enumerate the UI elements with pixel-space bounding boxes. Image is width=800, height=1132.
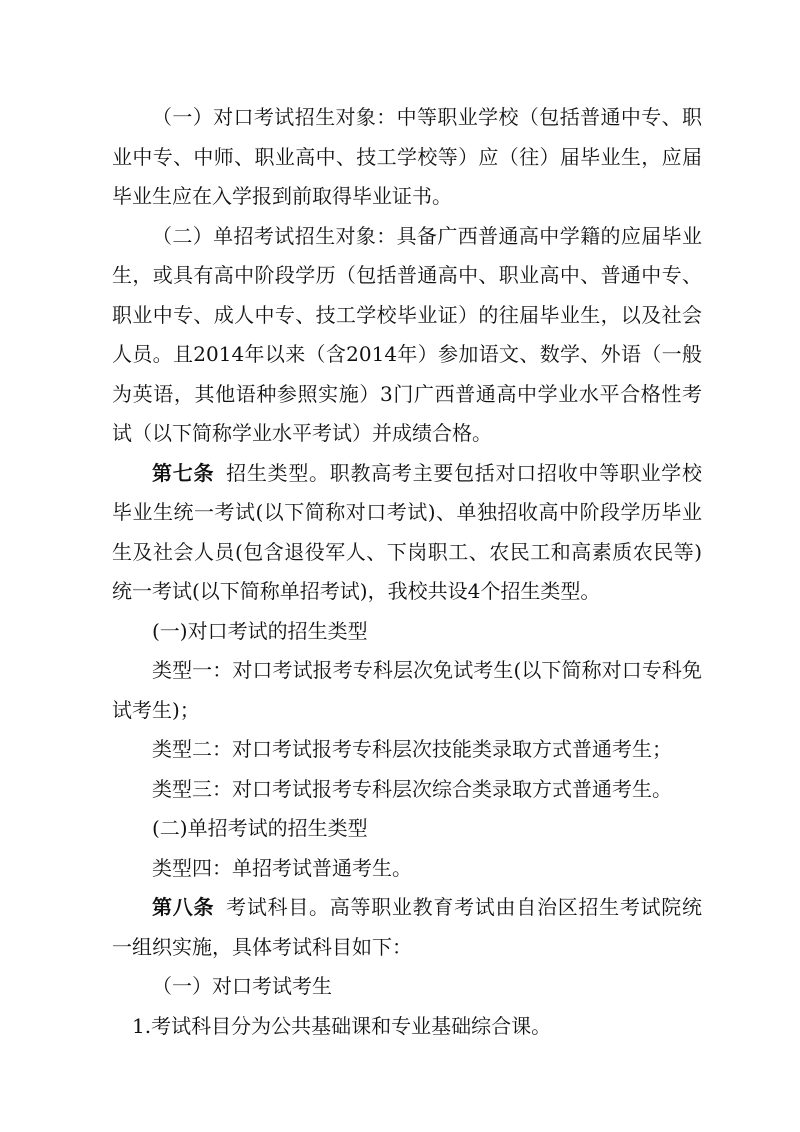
paragraph-type-one: [112, 651, 702, 730]
paragraph-text: (二)单招考试的招生类型: [152, 816, 368, 840]
paragraph-text: (一)对口考试的招生类型: [152, 618, 368, 643]
paragraph-text: 1.考试科目分为公共基础课和专业基础综合课。: [132, 1013, 552, 1038]
article-seven-title: 第七条: [152, 460, 215, 485]
paragraph-text: 类型二：对口考试报考专科层次技能类录取方式普通考生；: [152, 737, 672, 761]
paragraph-enrollment-target-vocational: [112, 98, 702, 217]
paragraph-text: 类型四：单招考试普通考生。: [152, 855, 412, 880]
paragraph-subheading-vocational-exam: [112, 967, 702, 1007]
paragraph-text: 招生类型。职教高考主要包括对口招收中等职业学校毕业生统一考试(以下简称对口考试)、单独招收高中阶段学历毕业生及社会人员(包含退役军人、下岗职工、农民工和高素质农民等)统一考试(以下简称单招考试)，我校共设4个招生类型。: [112, 460, 703, 603]
paragraph-article-eight: [112, 888, 702, 967]
paragraph-text: （一）对口考试考生: [152, 974, 332, 998]
paragraph-type-three: [112, 770, 702, 810]
paragraph-text: （一）对口考试招生对象：中等职业学校（包括普通中专、职业中专、中师、职业高中、技工学校等）应（往）届毕业生，应届毕业生应在入学报到前取得毕业证书。: [112, 105, 702, 208]
paragraph-enrollment-target-single: [112, 217, 702, 454]
article-eight-title: 第八条: [152, 895, 215, 919]
paragraph-type-two: [112, 730, 702, 770]
paragraph-subheading-vocational-types: [112, 612, 702, 652]
paragraph-text: 类型三：对口考试报考专科层次综合类录取方式普通考生。: [152, 776, 672, 801]
paragraph-text: （二）单招考试招生对象：具备广西普通高中学籍的应届毕业生，或具有高中阶段学历（包括普通高中、职业高中、普通中专、职业中专、成人中专、技工学校毕业证）的往届毕业生，以及社会人员。且2014年以来（含2014年）参加语文、数学、外语（一般为英语，其他语种参照实施）3门广西普通高中学业水平合格性考试（以下简称学业水平考试）并成绩合格。: [112, 223, 702, 445]
paragraph-type-four: [112, 849, 702, 889]
document-body: [112, 98, 702, 1046]
paragraph-article-seven: [112, 454, 702, 612]
paragraph-subheading-single-types: [112, 809, 702, 849]
paragraph-text: 考试科目。高等职业教育考试由自治区招生考试院统一组织实施，具体考试科目如下：: [112, 895, 703, 959]
paragraph-text: 类型一：对口考试报考专科层次免试考生(以下简称对口专科免试考生)；: [112, 658, 702, 722]
paragraph-exam-subjects: [112, 1007, 702, 1047]
